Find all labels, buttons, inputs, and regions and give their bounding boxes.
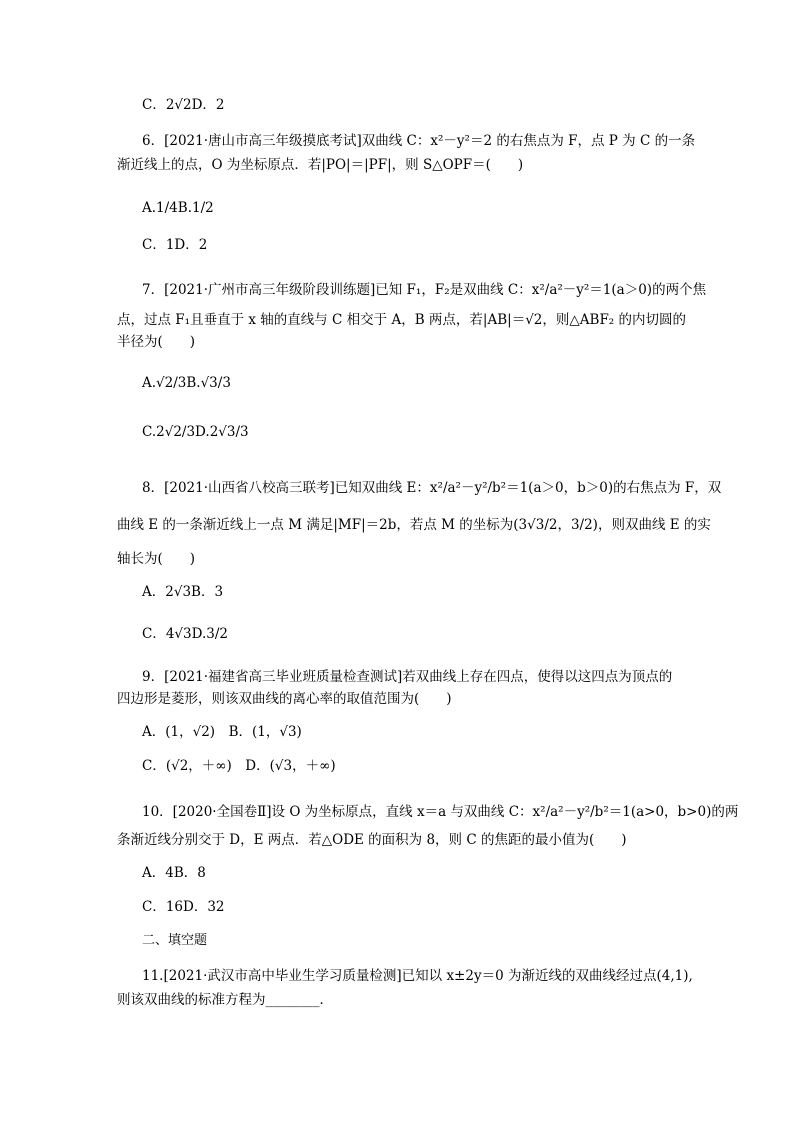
q10-line-2: 条渐近线分别交于 D，E 两点．若△ODE 的面积为 8，则 C 的焦距的最小值为( ) — [117, 832, 627, 848]
section-title-fill-in: 二、填空题 — [142, 933, 208, 948]
q5-options-cd: C．2√2D．2 — [142, 97, 225, 113]
q9-options-ab: A．(1，√2) B．(1，√3) — [142, 724, 302, 740]
q11-line-2: 则该双曲线的标准方程为________． — [117, 992, 333, 1008]
q7-line-3: 半径为( ) — [117, 334, 196, 350]
q9-options-cd: C．(√2，＋∞) D．(√3，＋∞) — [142, 758, 336, 774]
q6-options-cd: C．1D．2 — [142, 237, 208, 253]
q8-options-cd: C．4√3D.3/2 — [142, 626, 228, 642]
q10-options-cd: C．16D．32 — [142, 899, 225, 915]
q6-line-2: 渐近线上的点，O 为坐标原点．若|PO|＝|PF|，则 S△OPF＝( ) — [117, 157, 524, 173]
q7-options-cd: C.2√2/3D.2√3/3 — [142, 424, 249, 440]
q8-line-2: 曲线 E 的一条渐近线上一点 M 满足|MF|＝2b，若点 M 的坐标为(3√3/2，3/2)，则双曲线 E 的实 — [117, 517, 711, 533]
q11-line-1: 11.[2021·武汉市高中毕业生学习质量检测]已知以 x±2y＝0 为渐近线的双曲线经过点(4,1), — [142, 968, 693, 984]
q10-line-1: 10．[2020·全国卷Ⅱ]设 O 为坐标原点，直线 x＝a 与双曲线 C：x²/a²－y²/b²＝1(a>0，b>0)的两 — [142, 804, 739, 820]
q8-line-1: 8．[2021·山西省八校高三联考]已知双曲线 E：x²/a²－y²/b²＝1(a＞0，b＞0)的右焦点为 F，双 — [142, 480, 722, 496]
q10-options-ab: A．4B．8 — [142, 865, 206, 881]
q7-options-ab: A.√2/3B.√3/3 — [142, 375, 231, 391]
q8-options-ab: A．2√3B．3 — [142, 584, 224, 600]
q8-line-3: 轴长为( ) — [117, 551, 196, 567]
q7-line-2: 点，过点 F₁且垂直于 x 轴的直线与 C 相交于 A，B 两点，若|AB|＝√2，则△ABF₂ 的内切圆的 — [117, 312, 687, 328]
q6-options-ab: A.1/4B.1/2 — [142, 200, 214, 216]
q9-line-2: 四边形是菱形，则该双曲线的离心率的取值范围为( ) — [117, 691, 452, 707]
q7-line-1: 7．[2021·广州市高三年级阶段训练题]已知 F₁，F₂是双曲线 C：x²/a²－y²＝1(a＞0)的两个焦 — [142, 282, 707, 298]
q6-line-1: 6．[2021·唐山市高三年级摸底考试]双曲线 C：x²－y²＝2 的右焦点为 F，点 P 为 C 的一条 — [142, 133, 696, 149]
q9-line-1: 9．[2021·福建省高三毕业班质量检查测试]若双曲线上存在四点，使得以这四点为顶点的 — [142, 669, 673, 685]
